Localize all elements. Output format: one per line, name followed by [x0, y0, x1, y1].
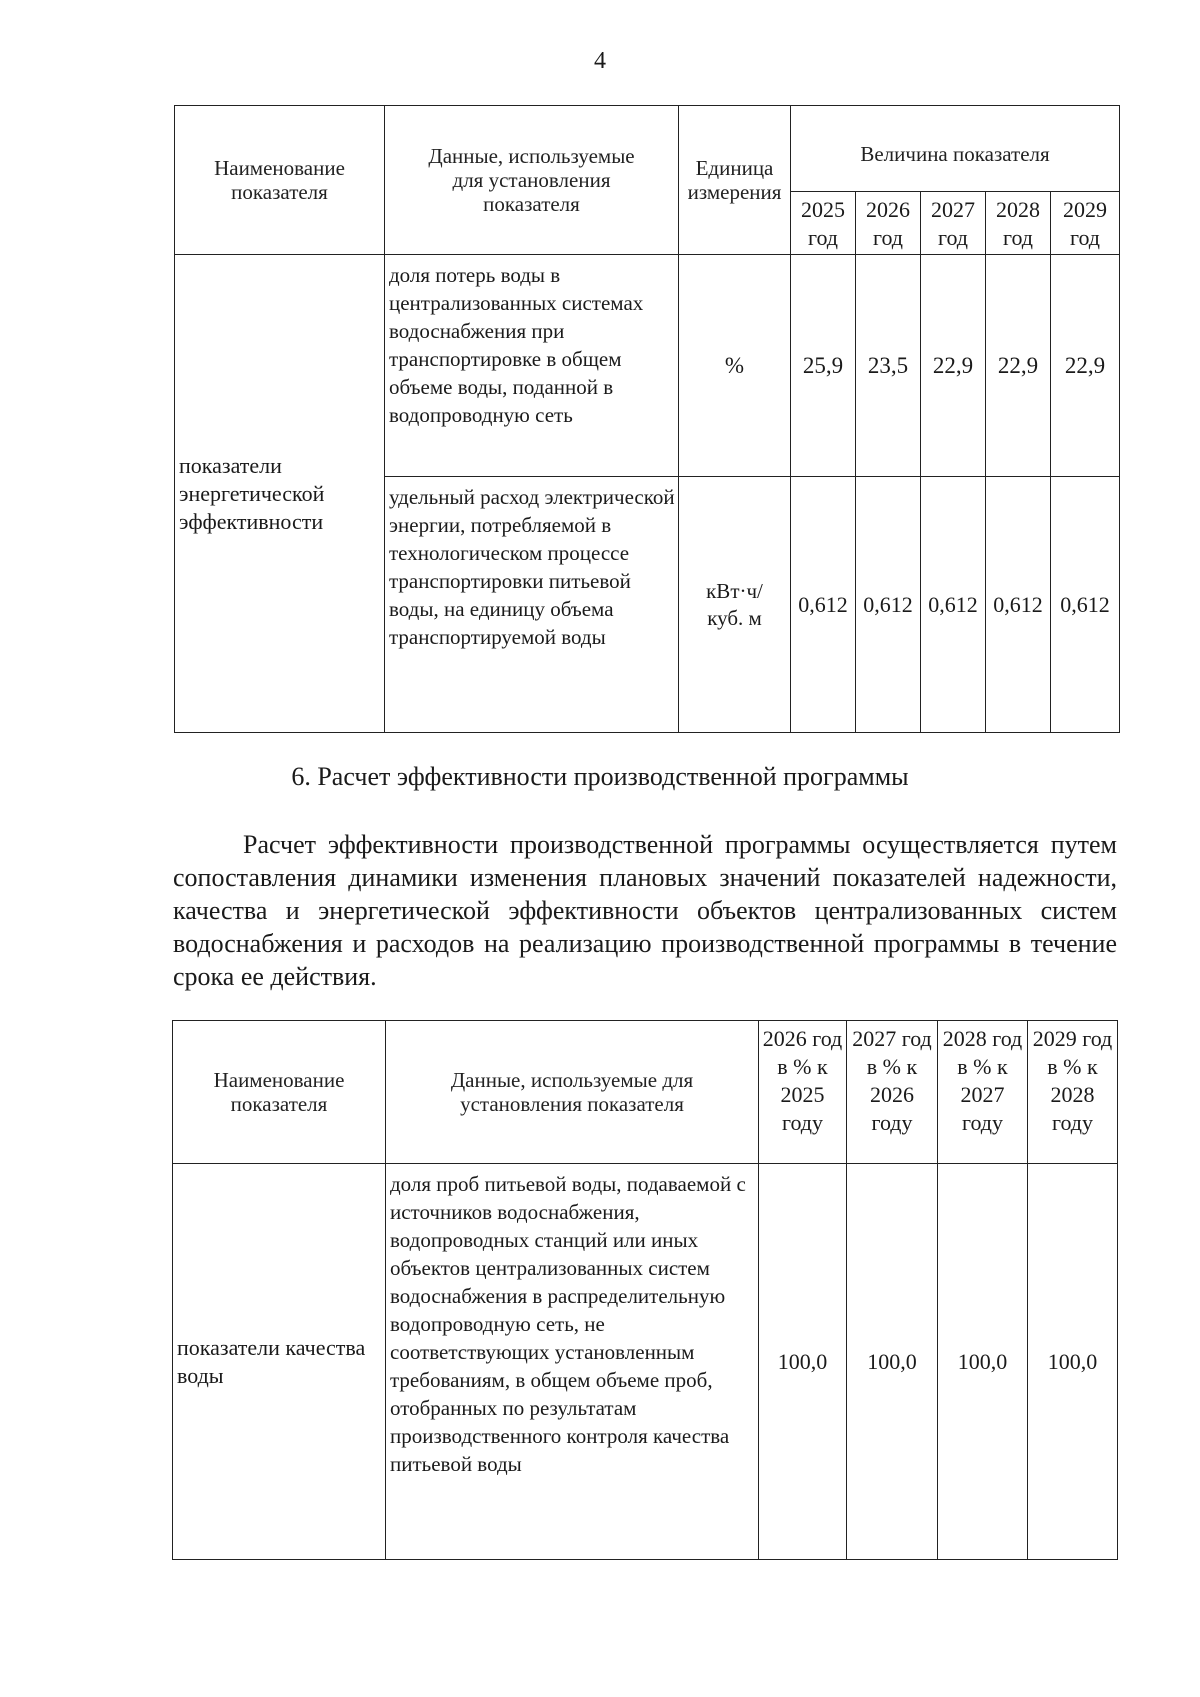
section-title: 6. Расчет эффективности производственной программы	[291, 762, 909, 791]
row-name: показатели качества воды	[173, 1164, 386, 1560]
table-row	[175, 255, 1120, 477]
row-value: 25,9	[791, 255, 856, 477]
row-data-text: доля проб питьевой воды, подаваемой с источников водоснабжения, водопроводных станций или иных объектов централизованных систем водоснабжения в распределительную водопроводную сеть, не соответствующих установленным требованиям, в общем объеме проб, отобранных по результатам производственного контроля качества питьевой воды	[386, 1164, 759, 1560]
header-data-used: Данные, используемые для установления показателя	[386, 1021, 759, 1164]
header-indicator-name: Наименование показателя	[173, 1021, 386, 1164]
row-data-text: удельный расход электрической энергии, потребляемой в технологическом процессе транспортировки питьевой воды, на единицу объема транспортируемой воды	[385, 477, 679, 733]
table-row	[173, 1164, 1118, 1560]
row-value: 0,612	[856, 477, 921, 733]
header-period: 2029 год в % к 2028 году	[1028, 1021, 1118, 1164]
row-value: 100,0	[938, 1164, 1028, 1560]
header-data-used: Данные, используемые для установления показателя	[385, 106, 679, 255]
header-unit: Единица измерения	[679, 106, 791, 255]
row-value: 100,0	[1028, 1164, 1118, 1560]
header-period: 2026 год в % к 2025 году	[759, 1021, 847, 1164]
body-paragraph	[173, 828, 1117, 993]
indicators-table	[174, 105, 1120, 733]
row-data-text: доля потерь воды в централизованных системах водоснабжения при транспортировке в общем объеме воды, поданной в водопроводную сеть	[385, 255, 679, 477]
header-indicator-name: Наименование показателя	[175, 106, 385, 255]
header-period: 2027 год в % к 2026 году	[847, 1021, 938, 1164]
row-value: 0,612	[1051, 477, 1120, 733]
row-value: 100,0	[759, 1164, 847, 1560]
group-name: показатели энергетической эффективности	[175, 255, 385, 733]
header-year: 2026 год	[856, 192, 921, 255]
header-period: 2028 год в % к 2027 году	[938, 1021, 1028, 1164]
row-unit: %	[679, 255, 791, 477]
header-year: 2027 год	[921, 192, 986, 255]
row-value: 0,612	[921, 477, 986, 733]
row-value: 22,9	[921, 255, 986, 477]
header-year: 2029 год	[1051, 192, 1120, 255]
row-value: 100,0	[847, 1164, 938, 1560]
header-year: 2025 год	[791, 192, 856, 255]
paragraph-text: Расчет эффективности производственной программы осуществляется путем сопоставления динамики изменения плановых значений показателей надежности, качества и энергетической эффективности объектов централизованных систем водоснабжения и расходов на реализацию производственной программы в течение срока ее действия.	[173, 830, 1117, 991]
page-number: 4	[594, 48, 606, 74]
header-year: 2028 год	[986, 192, 1051, 255]
row-value: 22,9	[986, 255, 1051, 477]
header-value: Величина показателя	[791, 106, 1120, 192]
row-value: 0,612	[791, 477, 856, 733]
row-value: 23,5	[856, 255, 921, 477]
row-value: 0,612	[986, 477, 1051, 733]
efficiency-table	[172, 1020, 1118, 1560]
row-value: 22,9	[1051, 255, 1120, 477]
row-unit: кВт·ч/ куб. м	[679, 477, 791, 733]
